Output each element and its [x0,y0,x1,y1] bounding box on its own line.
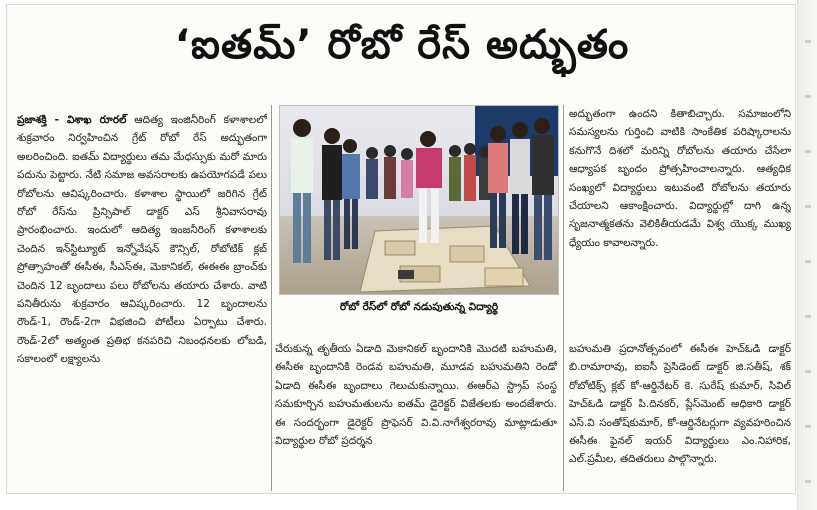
article-column-right-top [569,105,791,333]
article-column-right-bottom [569,340,791,495]
newspaper-clipping [6,4,796,494]
headline: ‘ఐతమ్’ రోబో రేస్ అద్భుతం [174,22,630,68]
photo-caption: రోబో రేస్‌లో రోబో నడుపుతున్న విద్యార్థి [339,301,499,313]
article-text-middle-bottom: చేరుకున్న తృతీయ ఏడాది మెకానికల్ బృందానికి మొదటి బహుమతి, ఈసీఈ బృందానికి రెండవ బహుమతి, మూడవ బహుమతిని రెండో ఏడాది ఈసీఈ బృందాలు గెలుచుకున్నాయి. ఈఆర్ఎ స్ట్రాప్ సంస్థ సమకూర్చిన బహుమతులను ఐతమ్ డైరెక్టర్ విజేతలకు అందజేశారు. ఈ సందర్భంగా డైరెక్టర్ ప్రొఫెసర్ వి.వి.నాగేశ్వరరావు మాట్లాడుతూ విద్యార్థుల రోబో ప్రదర్శన [275,343,557,448]
article-column-left [17,111,267,491]
article-text-left: ఆదిత్య ఇంజినీరింగ్ కళాశాలలో శుక్రవారం నిర్వహించిన గ్రేట్ రోబో రేస్ అద్భుతంగా అలరించింది. ఐతమ్ విద్యార్థులు తమ మేధస్సుకు మరో మారు పదును పెట్టారు. నేటి సమాజ అవసరాలకు ఉపయోగపడే పలు రోబోలను ఆవిష్కరించారు. కళాశాల స్థాయిలో జరిగిన గ్రేట్ రోబో రేస్‌ను ప్రిన్సిపాల్ డాక్టర్ ఎస్ శ్రీనివాసరావు ప్రారంభించారు. ఇందులో ఆదిత్య ఇంజనీరింగ్ కళాశాలకు చెందిన ఇన్‌స్టిట్యూట్ ఇన్నోవేషన్ కౌన్సిల్, రోబోటిక్ క్లబ్ ప్రోత్సాహంతో ఈసీఈ, సీఎస్ఈ, మెకానికల్, ఈఈఈ బ్రాంచ్‌కు చెందిన 12 బృందాలు పలు రోబోలను తయారు చేశారు. వాటి పనితీరును శుక్రవారం ఆవిష్కరించారు. 12 బృందాలను రౌండ్-1, రౌండ్-2గా విభజించి పోటీలు ఏర్పాటు చేశారు. రౌండ్-2లో అత్యంత ప్రతిభ కనపరిచి నిబంధనలకు లోబడి, సకాలంలో లక్ష్యాలను [17,114,267,366]
article-text-right-top: అద్భుతంగా ఉందని కితాబిచ్చారు. సమాజంలోని సమస్యలను గుర్తించి వాటికి సాంకేతిక పరిష్కారాలను కనుగొనే దిశలో మరిన్ని రోబోలను తయారు చేసేలా ఆధ్యాపక బృందం ప్రోత్సహించాలన్నారు. ఆత్యధిక సంఖ్యలో విద్యార్థులు ఇటువంటి రోబోలను తయారు చేయాలని ఆకాంక్షించారు. విద్యార్థుల్లో దాగి ఉన్న సృజనాత్మకతను వెలికితీయడమే విశ్వ యొక్క ముఖ్య ధ్యేయం కావాలన్నారు. [569,108,791,249]
dateline: ప్రజాశక్తి - విశాఖ రూరల్ [17,114,127,126]
article-text-right-bottom: బహుమతి ప్రదానోత్సవంలో ఈసీఈ హెచ్‌ఓడి డాక్టర్ బి.రామారావు, ఐఐసీ ప్రెసిడెంట్ డాక్టర్ జి.సతీష్, శక్ రోబోటిక్స్ క్లబ్ కో-ఆర్డినేటర్ కె. సురేష్ కుమార్, సివిల్ హెచ్‌ఓడి డాక్టర్ పి.దినకర్, ప్లేస్‌మెంట్ అధికారి డాక్టర్ ఎస్.వి సంతోష్‌కుమార్, కో-ఆర్డినేటర్లుగా వ్యవహరించిన ఈసీఈ ఫైనల్ ఇయర్ విద్యార్థులు ఎం.నిహారిక, ఎల్.ప్రమీల, తదితరులు పాల్గొన్నారు. [569,343,791,466]
article-column-middle-bottom [275,340,557,495]
students-with-robot-photo [280,106,559,295]
column-divider-left [271,105,272,491]
column-divider-right [563,105,564,491]
news-photo [279,105,559,295]
page-edge [797,0,817,510]
photo-block [279,105,559,333]
